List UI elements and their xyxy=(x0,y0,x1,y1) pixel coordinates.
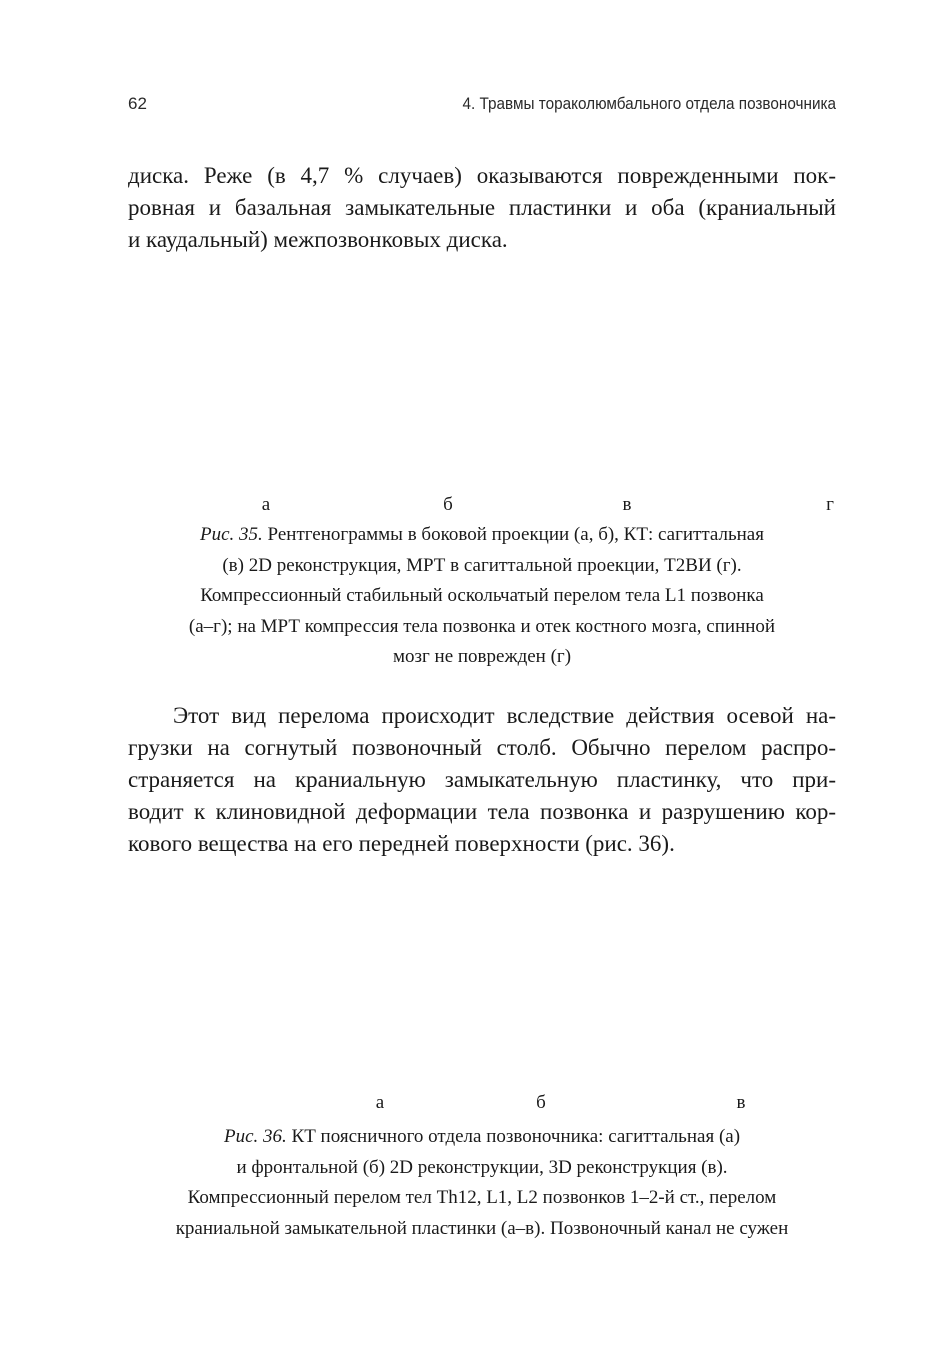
panel-label-a: а xyxy=(261,494,271,515)
paragraph-line: страняется на краниальную замыкательную пластинку, что при- xyxy=(128,767,836,792)
paragraph-line: диска. Реже (в 4,7 % случаев) оказываются поврежденными пок- xyxy=(128,163,836,188)
running-head xyxy=(128,94,836,118)
figure-35-caption xyxy=(128,520,836,673)
caption-figure-label: Рис. 35. xyxy=(200,524,263,545)
caption-line: Компрессионный стабильный оскольчатый перелом тела L1 позвонка xyxy=(200,585,764,606)
panel-label-b: б xyxy=(443,494,453,515)
caption-line: краниальной замыкательной пластинки (а–в). Позвоночный канал не сужен xyxy=(175,1217,789,1239)
caption-figure-label: Рис. 36. xyxy=(223,1126,287,1147)
paragraph-line: грузки на согнутый позвоночный столб. Обычно перелом распро- xyxy=(128,735,836,760)
figure-36-images xyxy=(128,862,836,1082)
chapter-title: 4. Травмы тораколюмбального отдела позвоночника xyxy=(462,94,836,113)
body-paragraph-1 xyxy=(128,160,836,256)
paragraph-line: ровная и базальная замыкательные пластинки и оба (краниальный xyxy=(128,195,836,220)
caption-line: (а–г); на МРТ компрессия тела позвонка и отек костного мозга, спинной xyxy=(188,615,776,637)
body-paragraph-2 xyxy=(128,700,836,860)
paragraph-line: Этот вид перелома происходит вследствие действия осевой на- xyxy=(173,703,836,728)
caption-line: и фронтальной (б) 2D реконструкции, 3D реконструкция (в). xyxy=(236,1156,728,1178)
caption-line: мозг не поврежден (г) xyxy=(392,646,572,667)
figure-36-caption xyxy=(128,1122,836,1244)
figure-35-images xyxy=(128,258,836,478)
figure-35-panel-labels xyxy=(0,494,951,520)
page-number: 62 xyxy=(128,94,147,113)
panel-label-v: в xyxy=(736,1092,746,1113)
paragraph-line: кового вещества на его передней поверхности (рис. 36). xyxy=(128,831,675,856)
caption-line xyxy=(128,520,836,551)
caption-line xyxy=(128,1122,836,1153)
panel-label-b: б xyxy=(536,1092,546,1113)
figure-36-panel-labels xyxy=(0,1092,951,1118)
paragraph-line: водит к клиновидной деформации тела позвонка и разрушению кор- xyxy=(128,799,836,824)
panel-label-v: в xyxy=(622,494,632,515)
caption-text: Рентгенограммы в боковой проекции (а, б), КТ: сагиттальная xyxy=(262,524,764,545)
paragraph-line: и каудальный) межпозвонковых диска. xyxy=(128,227,508,252)
caption-line: (в) 2D реконструкция, МРТ в сагиттальной проекции, Т2ВИ (г). xyxy=(222,554,742,576)
caption-text: КТ поясничного отдела позвоночника: сагиттальная (а) xyxy=(286,1126,741,1147)
panel-label-a: а xyxy=(375,1092,385,1113)
panel-label-g: г xyxy=(826,494,834,515)
caption-line: Компрессионный перелом тел Th12, L1, L2 позвонков 1–2-й ст., перелом xyxy=(187,1187,777,1208)
